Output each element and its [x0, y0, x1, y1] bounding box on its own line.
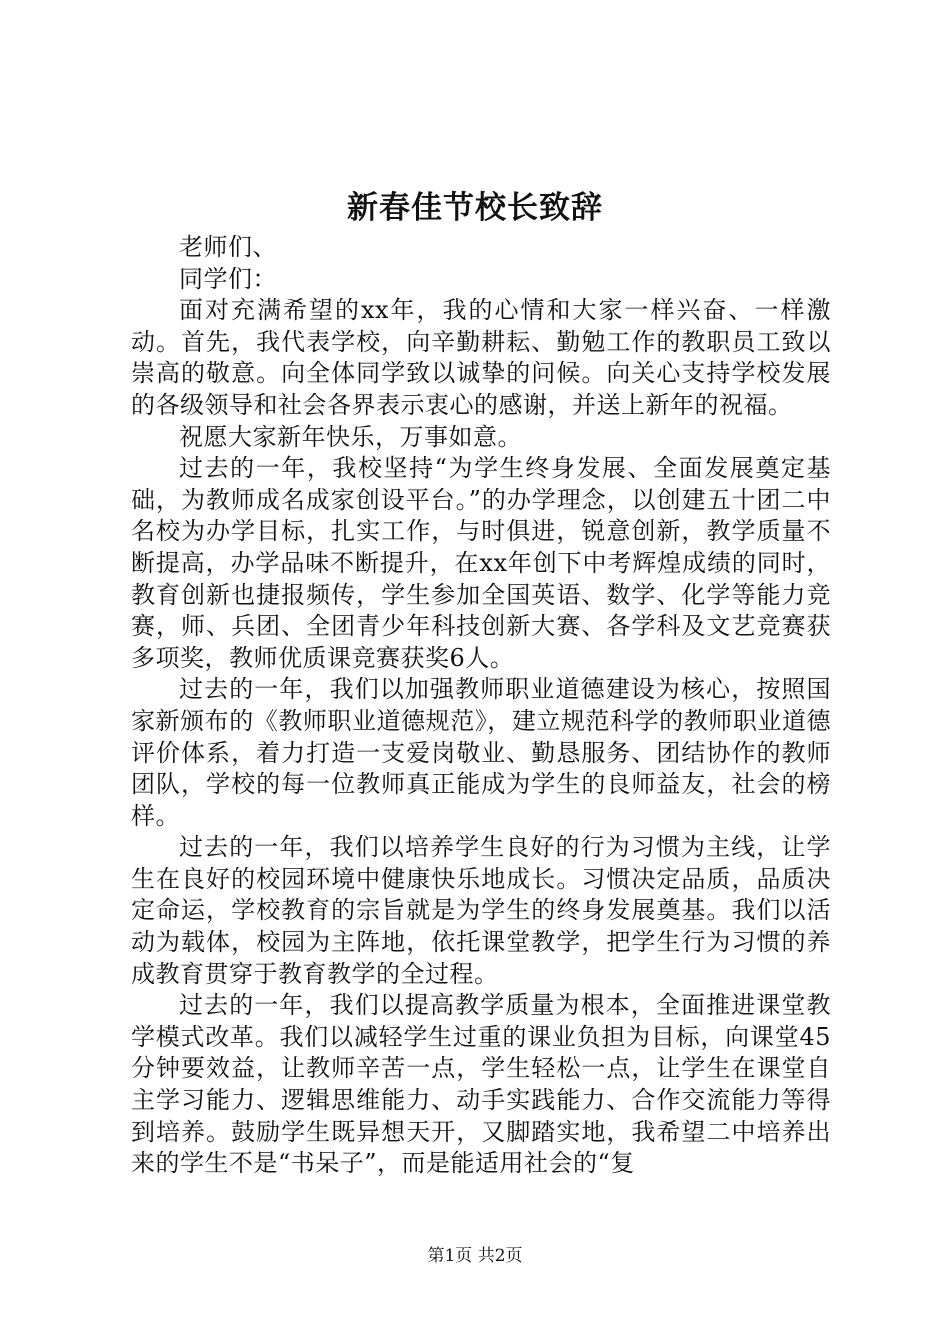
salutation-teachers: 老师们、 — [179, 233, 277, 261]
paragraph-teacher-ethics: 过去的一年，我们以加强教师职业道德建设为核心，按照国家新颁布的《教师职业道德规范》，建立规范科学的教师职业道德评价体系，着力打造一支爱岗敬业、勤恳服务、团结协作的教师团队，学校的每一位教师真正能成为学生的良师益友，社会的榜样。 — [131, 675, 831, 830]
document-title: 新春佳节校长致辞 — [347, 190, 603, 226]
salutation-students: 同学们： — [179, 264, 277, 293]
paragraph-achievements: 过去的一年，我校坚持“为学生终身发展、全面发展奠定基础，为教师成名成家创设平台。”的办学理念，以创建五十团二中名校为办学目标，扎实工作，与时俱进，锐意创新，教学质量不断提高，办学品味不断提升，在xx年创下中考辉煌成绩的同时，教育创新也捷报频传，学生参加全国英语、数学、化学等能力竞赛，师、兵团、全团青少年科技创新大赛、各学科及文艺竞赛获多项奖，教师优质课竞赛获奖6人。 — [131, 454, 831, 672]
paragraph-teaching-quality: 过去的一年，我们以提高教学质量为根本，全面推进课堂教学模式改革。我们以减轻学生过重的课业负担为目标，向课堂45分钟要效益，让教师辛苦一点，学生轻松一点，让学生在课堂自主学习能力、逻辑思维能力、动手实践能力、合作交流能力等得到培养。鼓励学生既异想天开，又脚踏实地，我希望二中培养出来的学生不是“书呆子”，而是能适用社会的“复 — [131, 991, 831, 1178]
paragraph-student-habits: 过去的一年，我们以培养学生良好的行为习惯为主线，让学生在良好的校园环境中健康快乐地成长。习惯决定品质，品质决定命运，学校教育的宗旨就是为学生的终身发展奠基。我们以活动为载体，校园为主阵地，依托课堂教学，把学生行为习惯的养成教育贯穿于教育教学的全过程。 — [131, 833, 831, 988]
paragraph-wishes: 祝愿大家新年快乐，万事如意。 — [179, 422, 522, 451]
document-body — [131, 232, 831, 1180]
page-footer: 第1页 共2页 — [427, 1246, 523, 1266]
paragraph-opening: 面对充满希望的xx年，我的心情和大家一样兴奋、一样激动。首先，我代表学校，向辛勤耕耘、勤勉工作的教职员工致以崇高的敬意。向全体同学致以诚挚的问候。向关心支持学校发展的各级领导和社会各界表示衷心的感谢，并送上新年的祝福。 — [131, 296, 831, 419]
